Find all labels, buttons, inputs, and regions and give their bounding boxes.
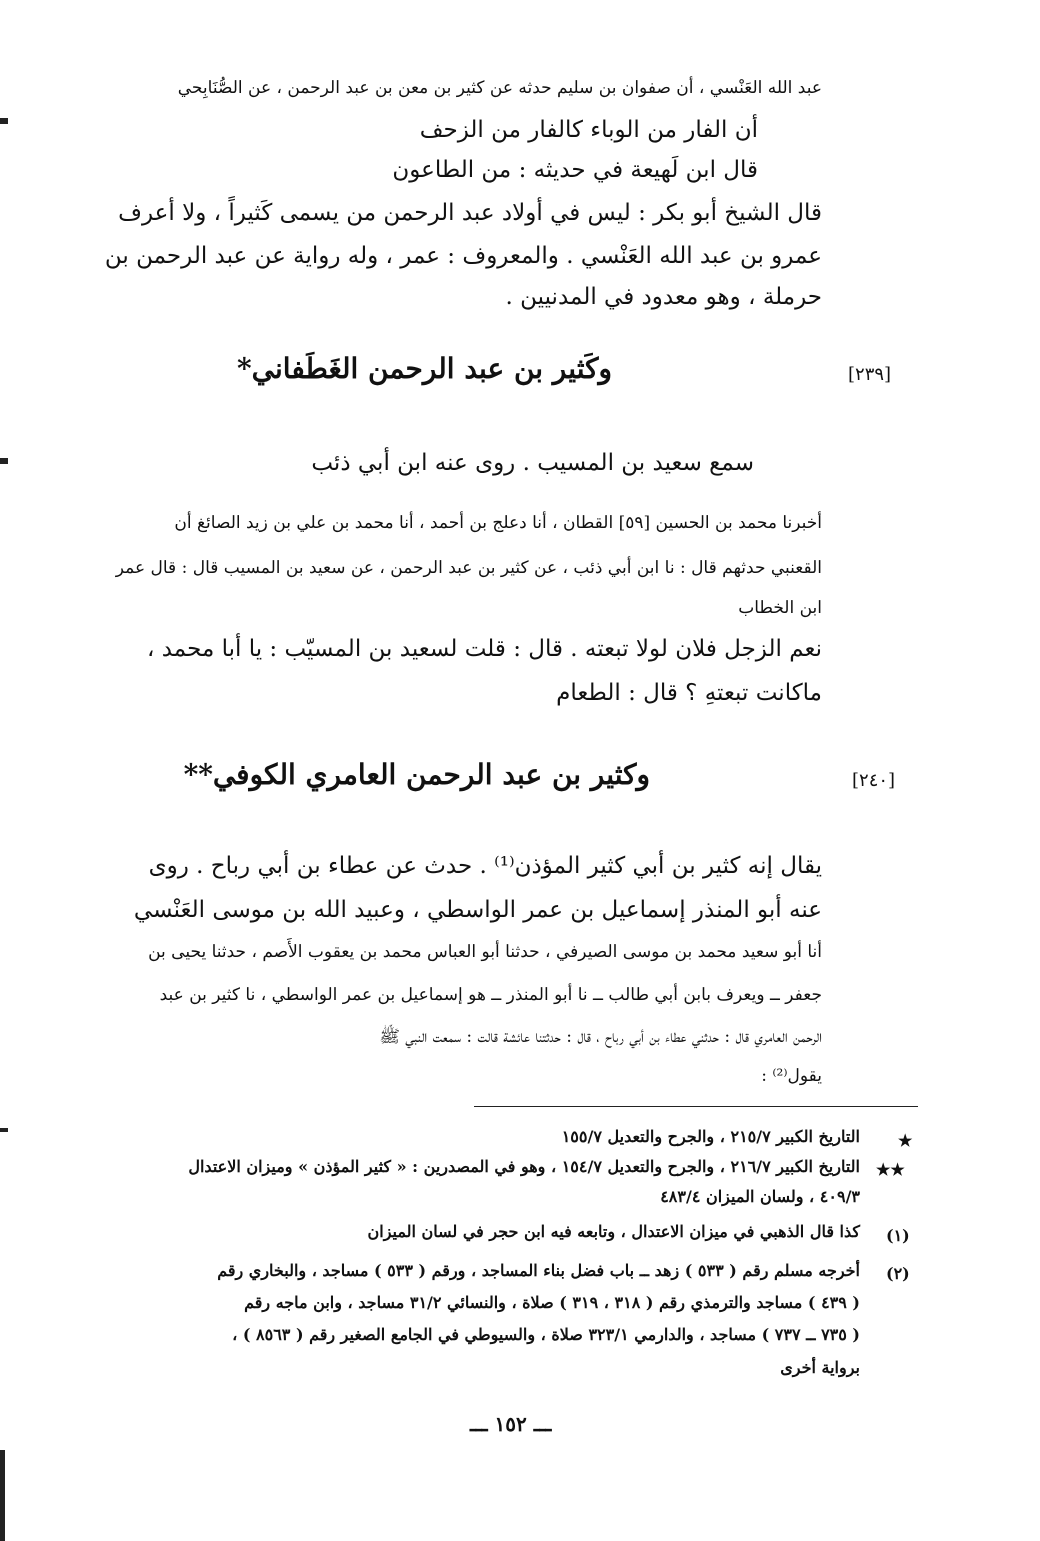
footnote-line: كذا قال الذهبي في ميزان الاعتدال ، وتابعه فيه ابن حجر في لسان الميزان	[367, 1222, 860, 1241]
entry-240-isnad-2: جعفر ــ ويعرف بابن أبي طالب ــ نا أبو المنذر ــ هو إسماعيل بن عمر الواسطي ، نا كثير بن عبد	[159, 985, 822, 1005]
scan-edge-mark	[0, 1128, 8, 1132]
entry-239-title: وكَثير بن عبد الرحمن الغَطَفاني*	[237, 352, 612, 385]
page-number: ـــ ١٥٢ ـــ	[470, 1412, 552, 1436]
entry-240-intro-1: يقال إنه كثير بن أبي كثير المؤذن⁽¹⁾ . حدث عن عطاء بن أبي رباح . روى	[148, 853, 822, 879]
entry-239-isnad-1: أخبرنا محمد بن الحسين [٥٩] القطان ، أنا دعلج بن أحمد ، أنا محمد بن علي بن زيد الصائغ أن	[174, 513, 822, 533]
entry-239-number: [٢٣٩]	[848, 364, 892, 385]
footnote-mark: ★	[898, 1131, 913, 1150]
sec1-line-4: قال الشيخ أبو بكر : ليس في أولاد عبد الرحمن من يسمى كَثيراً ، ولا أعرف	[118, 200, 822, 226]
footnote-mark: (١)	[886, 1226, 910, 1245]
entry-240-isnad-3: الرحمن العامري قال : حدثني عطاء بن أبي رباح ، قال : حدثتنا عائشة قالت : سمعت النبي ﷺ	[379, 1027, 822, 1047]
entry-240-title: وكثير بن عبد الرحمن العامري الكوفي**	[183, 758, 650, 791]
entry-239-text-1: نعم الزجل فلان لولا تبعته . قال : قلت لسعيد بن المسيّب : يا أبا محمد ،	[147, 636, 822, 662]
scan-edge-mark	[0, 118, 8, 124]
footnote-line: التاريخ الكبير ٢١٥/٧ ، والجرح والتعديل ١٥٥/٧	[561, 1127, 860, 1146]
footnote-mark: ★★	[876, 1160, 905, 1179]
sec1-line-6: حرملة ، وهو معدود في المدنيين .	[505, 284, 822, 310]
entry-240-isnad-4: يقول⁽²⁾ :	[761, 1066, 822, 1086]
footnote-line: أخرجه مسلم رقم ( ٥٣٣ ) زهد ــ باب فضل بناء المساجد ، ورقم ( ٥٣٣ ) مساجد ، والبخاري رقم	[217, 1261, 860, 1280]
footnote-separator	[474, 1106, 918, 1107]
entry-240-number: [٢٤٠]	[852, 770, 896, 791]
entry-239-isnad-2: القعنبي حدثهم قال : نا ابن أبي ذئب ، عن كثير بن عبد الرحمن ، عن سعيد بن المسيب قال : قال عمر	[115, 558, 822, 578]
entry-239-text-2: ماكانت تبعتهِ ؟ قال : الطعام	[556, 680, 822, 706]
scan-edge-mark	[0, 458, 8, 464]
footnote-line: ( ٧٣٥ ــ ٧٣٧ ) مساجد ، والدارمي ٣٢٣/١ صلاة ، والسيوطي في الجامع الصغير رقم ( ٨٥٦٣ ) ،	[232, 1325, 860, 1344]
sec1-line-5: عمرو بن عبد الله العَنْسي . والمعروف : عمر ، وله رواية عن عبد الرحمن بن	[104, 243, 822, 269]
scan-edge-mark	[0, 1450, 5, 1541]
entry-240-isnad-1: أنا أبو سعيد محمد بن موسى الصيرفي ، حدثنا أبو العباس محمد بن يعقوب الأَصم ، حدثنا يحيى بن	[148, 942, 822, 962]
sec1-line-1: عبد الله العَنْسي ، أن صفوان بن سليم حدثه عن كثير بن معن بن عبد الرحمن ، عن الصُّنَابِحي	[177, 78, 822, 98]
footnote-line: التاريخ الكبير ٢١٦/٧ ، والجرح والتعديل ١٥٤/٧ ، وهو في المصدرين : « كثير المؤذن » وميزان الاعتدال	[188, 1157, 860, 1176]
sec1-line-2: أن الفار من الوباء كالفار من الزحف	[419, 117, 758, 143]
entry-240-intro-2: عنه أبو المنذر إسماعيل بن عمر الواسطي ، وعبيد الله بن موسى العَنْسي	[133, 897, 822, 923]
footnote-mark: (٢)	[886, 1264, 910, 1283]
footnote-line: برواية أخرى	[780, 1358, 860, 1377]
sec1-line-3: قال ابن لَهيعة في حديثه : من الطاعون	[392, 157, 758, 183]
entry-239-intro: سمع سعيد بن المسيب . روى عنه ابن أبي ذئب	[311, 450, 754, 476]
entry-239-isnad-3: ابن الخطاب	[738, 598, 822, 618]
footnote-line: ( ٤٣٩ ) مساجد والترمذي رقم ( ٣١٨ ، ٣١٩ ) صلاة ، والنسائي ٣١/٢ مساجد ، وابن ماجه رقم	[244, 1293, 860, 1312]
footnote-line: ٤٠٩/٣ ، ولسان الميزان ٤٨٣/٤	[660, 1187, 860, 1206]
